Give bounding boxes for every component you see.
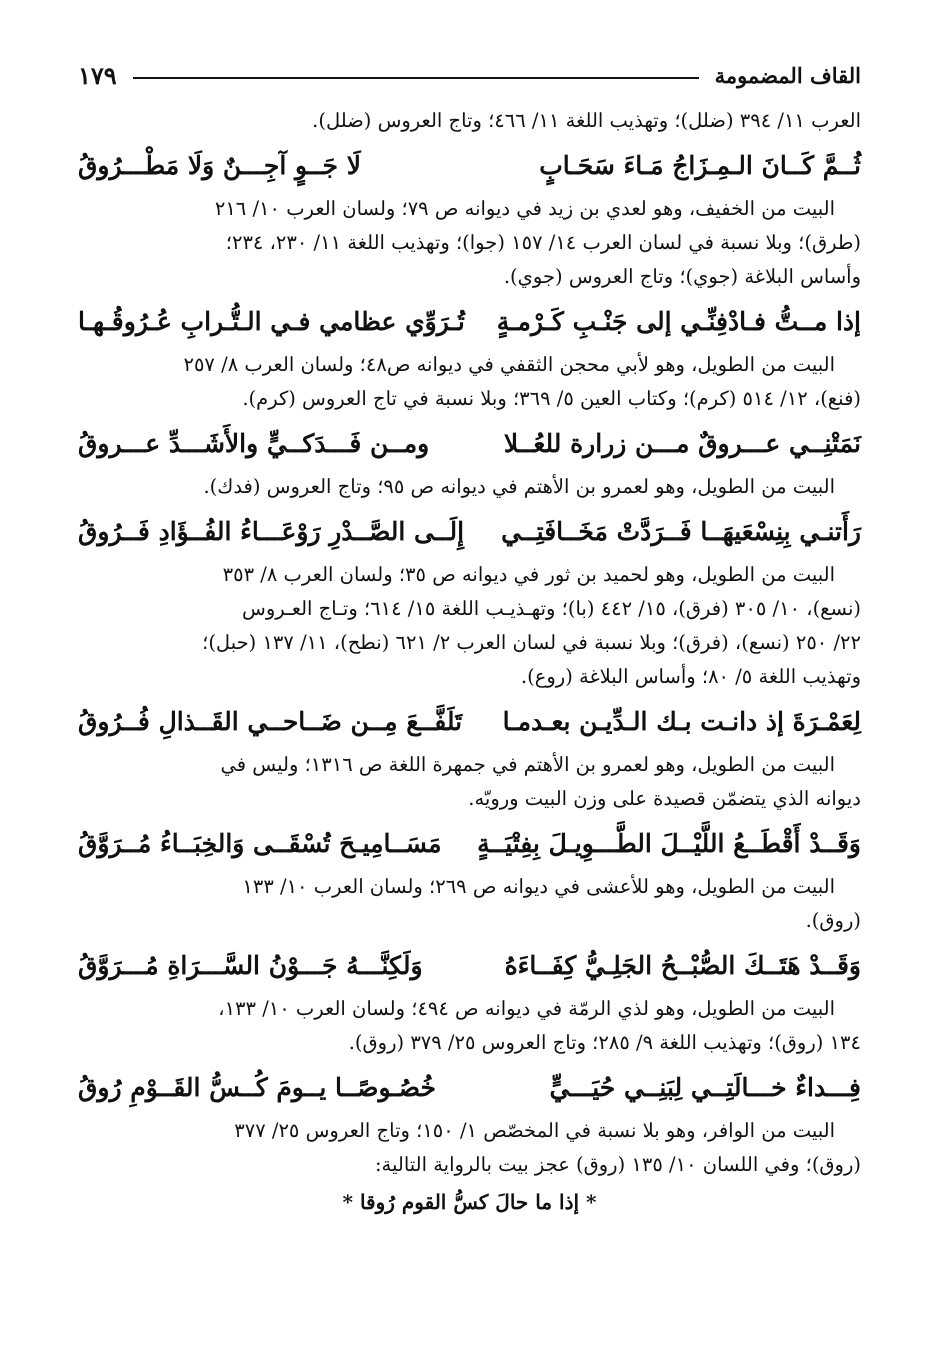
commentary: [78, 870, 861, 938]
commentary-line: البيت من الخفيف، وهو لعدي بن زيد في ديوانه ص ٧٩؛ ولسان العرب ١٠/ ٢١٦: [214, 197, 835, 220]
verse-first-hemistich: فِـــداءٌ خـــالَتِــي لِبَنِــي حُيَـــيٍّ: [549, 1073, 861, 1102]
commentary-line: وتهذيب اللغة ٥/ ٨٠؛ وأساس البلاغة (روع).: [520, 665, 861, 688]
poem-entry: [78, 1066, 861, 1220]
commentary-line: البيت من الطويل، وهو لأبي محجن الثقفي في ديوانه ص٤٨؛ ولسان العرب ٨/ ٢٥٧: [183, 353, 835, 376]
verse-line: [78, 700, 861, 744]
commentary-line: ٢٢/ ٢٥٠ (نسع)، (فرق)؛ وبلا نسبة في لسان العرب ٢/ ٦٢١ (نطح)، ١١/ ١٣٧ (حبل)؛: [202, 631, 861, 654]
commentary-line: البيت من الطويل، وهو للأعشى في ديوانه ص ٢٦٩؛ ولسان العرب ١٠/ ١٣٣: [242, 875, 835, 898]
verse-second-hemistich: ومــن فَـــدَكــيٍّ والأَشَـــدِّ عـــروقُ: [78, 429, 430, 458]
verse-second-hemistich: خُصُـوصًــا يــومَ كُــسُّ القَــوْمِ رُوقُ: [78, 1073, 436, 1102]
verse-line: [78, 510, 861, 554]
verse-second-hemistich: تُـرَوِّي عظامي فـي الـتُّـرابِ عُـرُوقُـهـا: [78, 307, 465, 336]
continuation-line: العرب ١١/ ٣٩٤ (ضلل)؛ وتهذيب اللغة ١١/ ٤٦٦؛ وتاج العروس (ضلل).: [312, 109, 861, 132]
verse-first-hemistich: رَأَتنـي بِنِسْعَيهَــا فَــرَدَّتْ مَخَــافَتِــي: [501, 517, 861, 546]
commentary-line: البيت من الطويل، وهو لعمرو بن الأهتم في ديوانه ص ٩٥؛ وتاج العروس (فدك).: [203, 475, 835, 498]
verse-line: [78, 1066, 861, 1110]
commentary-line: البيت من الطويل، وهو لذي الرمّة في ديوانه ص ٤٩٤؛ ولسان العرب ١٠/ ١٣٣،: [218, 997, 835, 1020]
poem-entry: [78, 144, 861, 294]
commentary-line: (طرق)؛ وبلا نسبة في لسان العرب ١٤/ ١٥٧ (جوا)؛ وتهذيب اللغة ١١/ ٢٣٠، ٢٣٤؛: [225, 231, 861, 254]
poem-entry: [78, 944, 861, 1060]
commentary: [78, 1114, 861, 1182]
verse-first-hemistich: وَقَــدْ أَقْطَــعُ اللَّيْــلَ الطَّـــوِيـلَ بِفِتْيَــةٍ: [477, 829, 861, 858]
commentary: [78, 192, 861, 294]
commentary-line: ١٣٤ (روق)؛ وتهذيب اللغة ٩/ ٢٨٥؛ وتاج العروس ٢٥/ ٣٧٩ (روق).: [348, 1031, 861, 1054]
commentary: [78, 558, 861, 694]
commentary: [78, 470, 861, 504]
commentary: [78, 748, 861, 816]
entries-list: [78, 144, 861, 1220]
poem-entry: [78, 510, 861, 694]
commentary-line: البيت من الوافر، وهو بلا نسبة في المخصّص ١/ ١٥٠؛ وتاج العروس ٢٥/ ٣٧٧: [234, 1119, 835, 1142]
page-header: [78, 58, 861, 92]
commentary-line: وأساس البلاغة (جوي)؛ وتاج العروس (جوي).: [503, 265, 861, 288]
verse-line: [78, 144, 861, 188]
commentary-line: (روق).: [805, 909, 861, 932]
commentary-line: (فنع)، ١٢/ ٥١٤ (كرم)؛ وكتاب العين ٥/ ٣٦٩؛ وبلا نسبة في تاج العروس (كرم).: [242, 387, 861, 410]
poem-entry: [78, 700, 861, 816]
verse-second-hemistich: لَا جَــوٍ آجِـــنٌ وَلَا مَطْـــرُوقُ: [78, 151, 361, 180]
commentary: [78, 992, 861, 1060]
poem-entry: [78, 422, 861, 504]
header-rule: [133, 77, 699, 79]
commentary-line: ديوانه الذي يتضمّن قصيدة على وزن البيت ورويّه.: [468, 787, 861, 810]
verse-first-hemistich: نَمَتْنِــي عـــروقٌ مـــن زرارة للعُــلا: [503, 429, 861, 458]
running-title: القاف المضمومة: [714, 62, 861, 88]
commentary-line: (نسع)، ١٠/ ٣٠٥ (فرق)، ١٥/ ٤٤٢ (با)؛ وتهـذيـب اللغة ١٥/ ٦١٤؛ وتـاج العـروس: [242, 597, 861, 620]
verse-line: [78, 300, 861, 344]
verse-line: [78, 822, 861, 866]
verse-first-hemistich: ثُــمَّ كَــانَ الـمِـزَاجُ مَـاءَ سَحَـابٍ: [539, 151, 861, 180]
verse-second-hemistich: تَلَفَّــعَ مِــن ضَــاحــي القَــذالِ فُــرُوقُ: [78, 707, 463, 736]
page-number: ١٧٩: [78, 60, 117, 90]
quoted-hemistich: * إذا ما حالَ كسُّ القوم رُوقا *: [342, 1190, 597, 1214]
poem-entry: [78, 300, 861, 416]
verse-first-hemistich: وَقَــدْ هَتَــكَ الصُّبْــحُ الجَلِـيُّ كِفَــاءَهُ: [504, 951, 861, 980]
commentary-line: البيت من الطويل، وهو لحميد بن ثور في ديوانه ص ٣٥؛ ولسان العرب ٨/ ٣٥٣: [222, 563, 835, 586]
verse-first-hemistich: إذا مــتُّ فـادْفِنِّـي إلى جَنْـبِ كَـرْمـةٍ: [496, 307, 861, 336]
verse-second-hemistich: مَسَــامِيـحَ تُسْقَــى وَالخِبَــاءُ مُــرَوَّقُ: [78, 829, 442, 858]
verse-line: [78, 944, 861, 988]
verse-line: [78, 422, 861, 466]
verse-second-hemistich: وَلَكِنَّـــهُ جَـــوْنُ السَّـــرَاةِ مُـــرَوَّقُ: [78, 951, 423, 980]
verse-second-hemistich: إِلَــى الصَّــدْرِ رَوْعَـــاءُ الفُــؤَادِ فَــرُوقُ: [78, 517, 465, 546]
commentary: [78, 348, 861, 416]
verse-first-hemistich: لِعَمْـرَةَ إذ دانـت بـك الـدِّيـن بعـدمـا: [502, 707, 861, 736]
poem-entry: [78, 822, 861, 938]
commentary-line: البيت من الطويل، وهو لعمرو بن الأهتم في جمهرة اللغة ص ١٣١٦؛ وليس في: [220, 753, 835, 776]
commentary-line: (روق)؛ وفي اللسان ١٠/ ١٣٥ (روق) عجز بيت بالرواية التالية:: [374, 1153, 861, 1176]
